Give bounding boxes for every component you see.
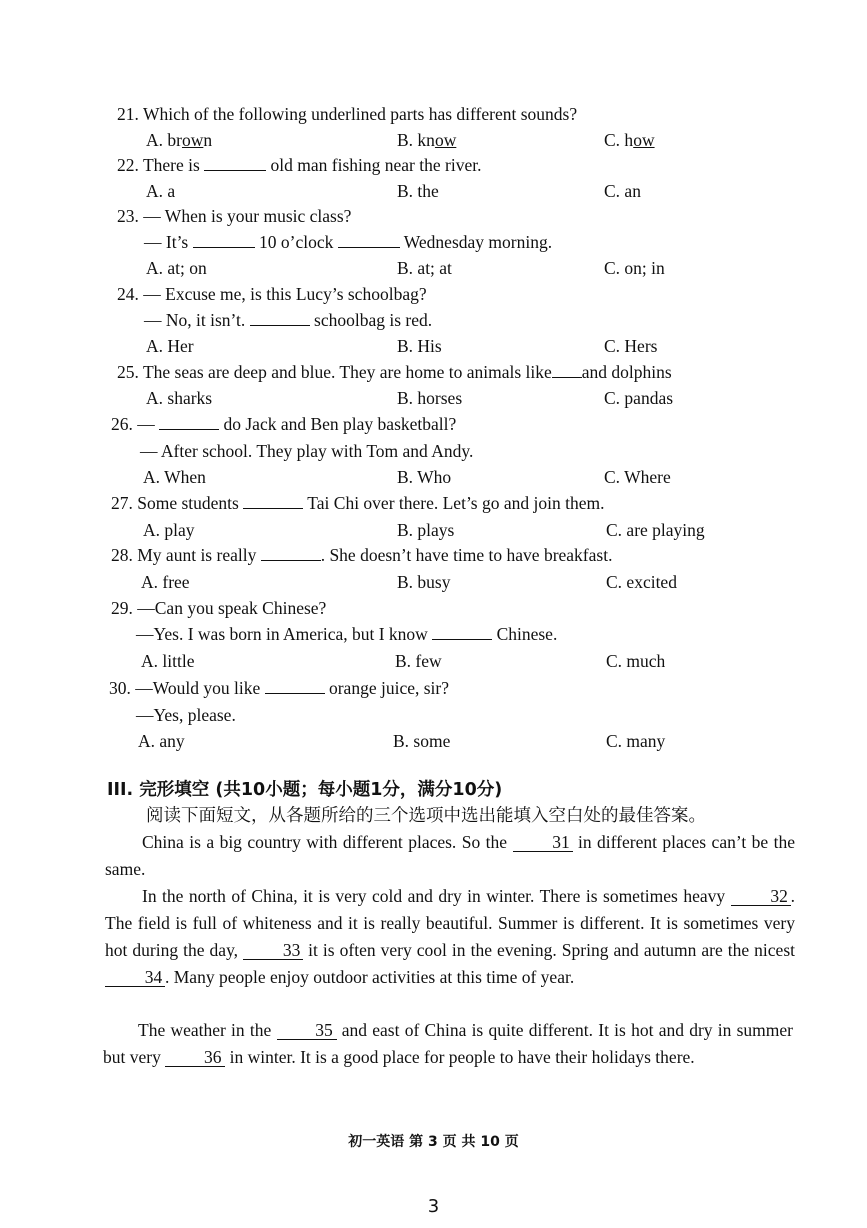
option-b: B. horses — [397, 388, 463, 408]
passage-paragraph-2: In the north of China, it is very cold and dry in winter. There is sometimes heavy 32 . The field is full of whiteness and it is really beautiful. Summer is different. It is sometimes very hot during the day, 33 it is often very cool in the evening. Spring and autumn are the nicest 34 . Many people enjoy outdoor activities at this time of year. — [105, 886, 796, 987]
cloze-blank-32: 32 — [731, 887, 791, 906]
option-b: B. some — [393, 731, 451, 751]
answer-blank — [261, 546, 321, 561]
passage-paragraph-1: China is a big country with different places. So the 31 in different places can’t be the same. — [105, 832, 795, 879]
option-a: A. a — [146, 181, 176, 201]
option-c: C. an — [604, 181, 641, 201]
question-27: 27. Some students Tai Chi over there. Let’s go and join them. — [111, 493, 605, 513]
cloze-blank-31: 31 — [513, 833, 573, 852]
passage-paragraph-3: The weather in the 35 and east of China is quite different. It is hot and dry in summer but very 36 in winter. It is a good place for people to have their holidays there. — [103, 1020, 793, 1067]
answer-blank — [265, 679, 325, 694]
question-26-line-2: — After school. They play with Tom and Andy. — [140, 441, 474, 461]
question-25: 25. The seas are deep and blue. They are home to animals like and dolphins — [117, 362, 672, 382]
page-number: 3 — [427, 1196, 440, 1217]
option-b: B. at; at — [397, 258, 452, 278]
answer-blank — [243, 494, 303, 509]
option-c: C. pandas — [604, 388, 674, 408]
cloze-blank-34: 34 — [105, 968, 165, 987]
option-a: A. sharks — [146, 388, 213, 408]
option-c: C. many — [606, 731, 666, 751]
answer-blank — [204, 156, 266, 171]
question-24: 24. — Excuse me, is this Lucy’s schoolbag? — [117, 284, 427, 304]
answer-blank — [432, 625, 492, 640]
answer-blank — [159, 415, 219, 430]
option-b: B. His — [397, 336, 442, 356]
section-instruction: 阅读下面短文，从各题所给的三个选项中选出能填入空白处的最佳答案。 — [146, 806, 706, 826]
option-a: A. brown — [146, 130, 213, 150]
question-29: 29. —Can you speak Chinese? — [111, 598, 327, 618]
option-a: A. any — [138, 731, 185, 751]
option-c: C. are playing — [606, 520, 705, 540]
option-a: A. at; on — [146, 258, 207, 278]
option-b: B. plays — [397, 520, 455, 540]
question-23: 23. — When is your music class? — [117, 206, 352, 226]
question-number: 21. — [117, 104, 139, 124]
option-c: C. excited — [606, 572, 677, 592]
option-c: C. on; in — [604, 258, 665, 278]
option-c: C. Hers — [604, 336, 658, 356]
question-28: 28. My aunt is really . She doesn’t have time to have breakfast. — [111, 545, 613, 565]
option-a: A. little — [141, 651, 195, 671]
cloze-blank-36: 36 — [165, 1048, 225, 1067]
option-b: B. few — [395, 651, 442, 671]
question-30: 30. —Would you like orange juice, sir? — [109, 678, 449, 698]
section-title: III. 完形填空 (共10小题；每小题1分，满分10分) — [107, 780, 503, 800]
option-a: A. Her — [146, 336, 194, 356]
option-a: A. free — [141, 572, 190, 592]
option-c: C. how — [604, 130, 655, 150]
answer-blank — [250, 311, 310, 326]
answer-blank — [338, 233, 400, 248]
question-22: 22. There is old man fishing near the river. — [117, 155, 482, 175]
answer-blank — [552, 363, 582, 378]
option-b: B. the — [397, 181, 439, 201]
option-b: B. know — [397, 130, 457, 150]
answer-blank — [193, 233, 255, 248]
question-23-line-2: — It’s 10 o’clock Wednesday morning. — [144, 232, 553, 252]
option-c: C. Where — [604, 467, 671, 487]
question-29-line-2: —Yes. I was born in America, but I know Chinese. — [136, 624, 558, 644]
question-21 — [117, 104, 577, 125]
option-a: A. When — [143, 467, 206, 487]
cloze-blank-33: 33 — [243, 941, 303, 960]
page-footer: 初一英语 第 3 页 共 10 页 — [348, 1134, 519, 1150]
question-24-line-2: — No, it isn’t. schoolbag is red. — [144, 310, 433, 330]
option-b: B. busy — [397, 572, 451, 592]
question-30-line-2: —Yes, please. — [136, 705, 236, 725]
option-b: B. Who — [397, 467, 452, 487]
option-c: C. much — [606, 651, 666, 671]
option-a: A. play — [143, 520, 195, 540]
question-text: Which of the following underlined parts has different sounds? — [142, 104, 578, 124]
question-26: 26. — do Jack and Ben play basketball? — [111, 414, 457, 434]
cloze-blank-35: 35 — [277, 1021, 337, 1040]
